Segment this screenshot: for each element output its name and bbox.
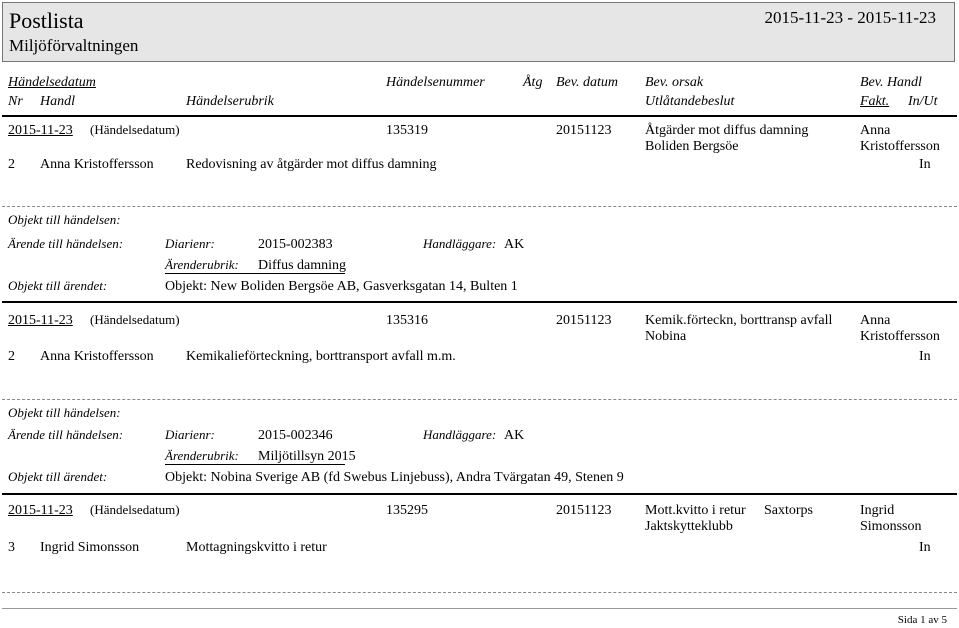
entry-orsak-line2: Jaktskytteklubb: [645, 519, 733, 534]
entry-orsak: Mott.kvitto i retur: [645, 503, 746, 518]
footer-divider: [2, 608, 957, 609]
entry-nr: 2: [8, 349, 15, 364]
col-bev-handl: Bev. Handl: [860, 75, 922, 90]
entry-orsak: Kemik.förteckn, borttransp avfall: [645, 313, 833, 328]
objekt-value: Objekt: New Boliden Bergsöe AB, Gasverksgatan 14, Bulten 1: [165, 279, 518, 294]
entry-handl-line2: Simonsson: [860, 519, 922, 534]
entry-divider: [2, 301, 957, 303]
arenderubrik-value: Diffus damning: [258, 258, 347, 273]
entry-orsak-extra: Saxtorps: [764, 503, 813, 518]
entry-bev-datum: 20151123: [556, 503, 612, 518]
col-handelserubrik: Händelserubrik: [186, 94, 274, 109]
report-title: Postlista: [9, 8, 84, 33]
arenderubrik-label: Ärenderubrik:: [165, 257, 239, 272]
entry-handlaggare-name: Ingrid Simonsson: [40, 540, 140, 555]
objekt-handelsen-label: Objekt till händelsen:: [8, 405, 121, 420]
entry-in-ut: In: [919, 540, 931, 555]
objekt-handelsen-label: Objekt till händelsen:: [8, 212, 121, 227]
entry-orsak-line2: Nobina: [645, 329, 687, 344]
entry-orsak: Åtgärder mot diffus damning: [645, 123, 809, 138]
entry-nr: 2: [8, 157, 15, 172]
arenderubrik-value: Miljötillsyn 2015: [258, 449, 356, 464]
entry-bev-datum: 20151123: [556, 123, 612, 138]
entry-date-type: (Händelsedatum): [90, 502, 180, 517]
arenderubrik-label: Ärenderubrik:: [165, 448, 239, 463]
page-indicator: Sida 1 av 5: [897, 614, 947, 626]
col-bev-datum: Bev. datum: [556, 75, 618, 90]
entry-handlaggare-name: Anna Kristoffersson: [40, 349, 154, 364]
header-divider: [2, 115, 957, 117]
diarienr-value: 2015-002346: [258, 428, 333, 443]
entry-in-ut: In: [919, 349, 931, 364]
objekt-arendet-label: Objekt till ärendet:: [8, 469, 108, 484]
entry-rubrik: Redovisning av åtgärder mot diffus damning: [186, 157, 437, 172]
entry-rubrik: Mottagningskvitto i retur: [186, 540, 327, 555]
entry-in-ut: In: [919, 157, 931, 172]
entry-number: 135295: [386, 503, 428, 518]
entry-handl-line2: Kristoffersson: [860, 139, 940, 154]
diarienr-label: Diarienr:: [165, 236, 215, 251]
col-atg: Åtg: [523, 75, 543, 90]
arende-handelsen-label: Ärende till händelsen:: [8, 427, 124, 442]
col-handelsedatum: Händelsedatum: [8, 75, 96, 90]
entry-number: 135319: [386, 123, 428, 138]
dashed-divider: [2, 592, 957, 593]
col-handl: Handl: [40, 94, 75, 109]
entry-bev-datum: 20151123: [556, 313, 612, 328]
report-subtitle: Miljöförvaltningen: [9, 36, 139, 55]
date-range: 2015-11-23 - 2015-11-23: [764, 8, 936, 27]
handlaggare-label: Handläggare:: [423, 236, 497, 251]
diarienr-value: 2015-002383: [258, 237, 333, 252]
col-handelsenummer: Händelsenummer: [386, 75, 485, 90]
entry-handl: Anna: [860, 123, 891, 138]
objekt-arendet-label: Objekt till ärendet:: [8, 278, 108, 293]
entry-number: 135316: [386, 313, 428, 328]
entry-date: 2015-11-23: [8, 503, 73, 518]
col-utlatandebeslut: Utlåtandebeslut: [645, 94, 735, 109]
handlaggare-label: Handläggare:: [423, 427, 497, 442]
handlaggare-value: AK: [504, 428, 525, 443]
entry-date-type: (Händelsedatum): [90, 312, 180, 327]
objekt-value: Objekt: Nobina Sverige AB (fd Swebus Linjebuss), Andra Tvärgatan 49, Stenen 9: [165, 470, 624, 485]
entry-handl-line2: Kristoffersson: [860, 329, 940, 344]
diarienr-label: Diarienr:: [165, 427, 215, 442]
arenderubrik-underline: [165, 273, 345, 274]
arende-handelsen-label: Ärende till händelsen:: [8, 236, 124, 251]
col-bev-orsak: Bev. orsak: [645, 75, 704, 90]
entry-rubrik: Kemikalieförteckning, borttransport avfall m.m.: [186, 349, 456, 364]
entry-orsak-line2: Boliden Bergsöe: [645, 139, 739, 154]
dashed-divider: [2, 206, 957, 207]
report-header: [2, 2, 955, 62]
entry-date: 2015-11-23: [8, 123, 73, 138]
entry-divider: [2, 493, 957, 495]
entry-handl: Anna: [860, 313, 891, 328]
col-fakt: Fakt.: [860, 94, 890, 109]
col-in-ut: In/Ut: [908, 94, 938, 109]
handlaggare-value: AK: [504, 237, 525, 252]
dashed-divider: [2, 399, 957, 400]
entry-handl: Ingrid: [860, 503, 895, 518]
entry-date-type: (Händelsedatum): [90, 122, 180, 137]
entry-date: 2015-11-23: [8, 313, 73, 328]
col-nr: Nr: [8, 94, 23, 109]
entry-nr: 3: [8, 540, 15, 555]
arenderubrik-underline: [165, 464, 345, 465]
entry-handlaggare-name: Anna Kristoffersson: [40, 157, 154, 172]
